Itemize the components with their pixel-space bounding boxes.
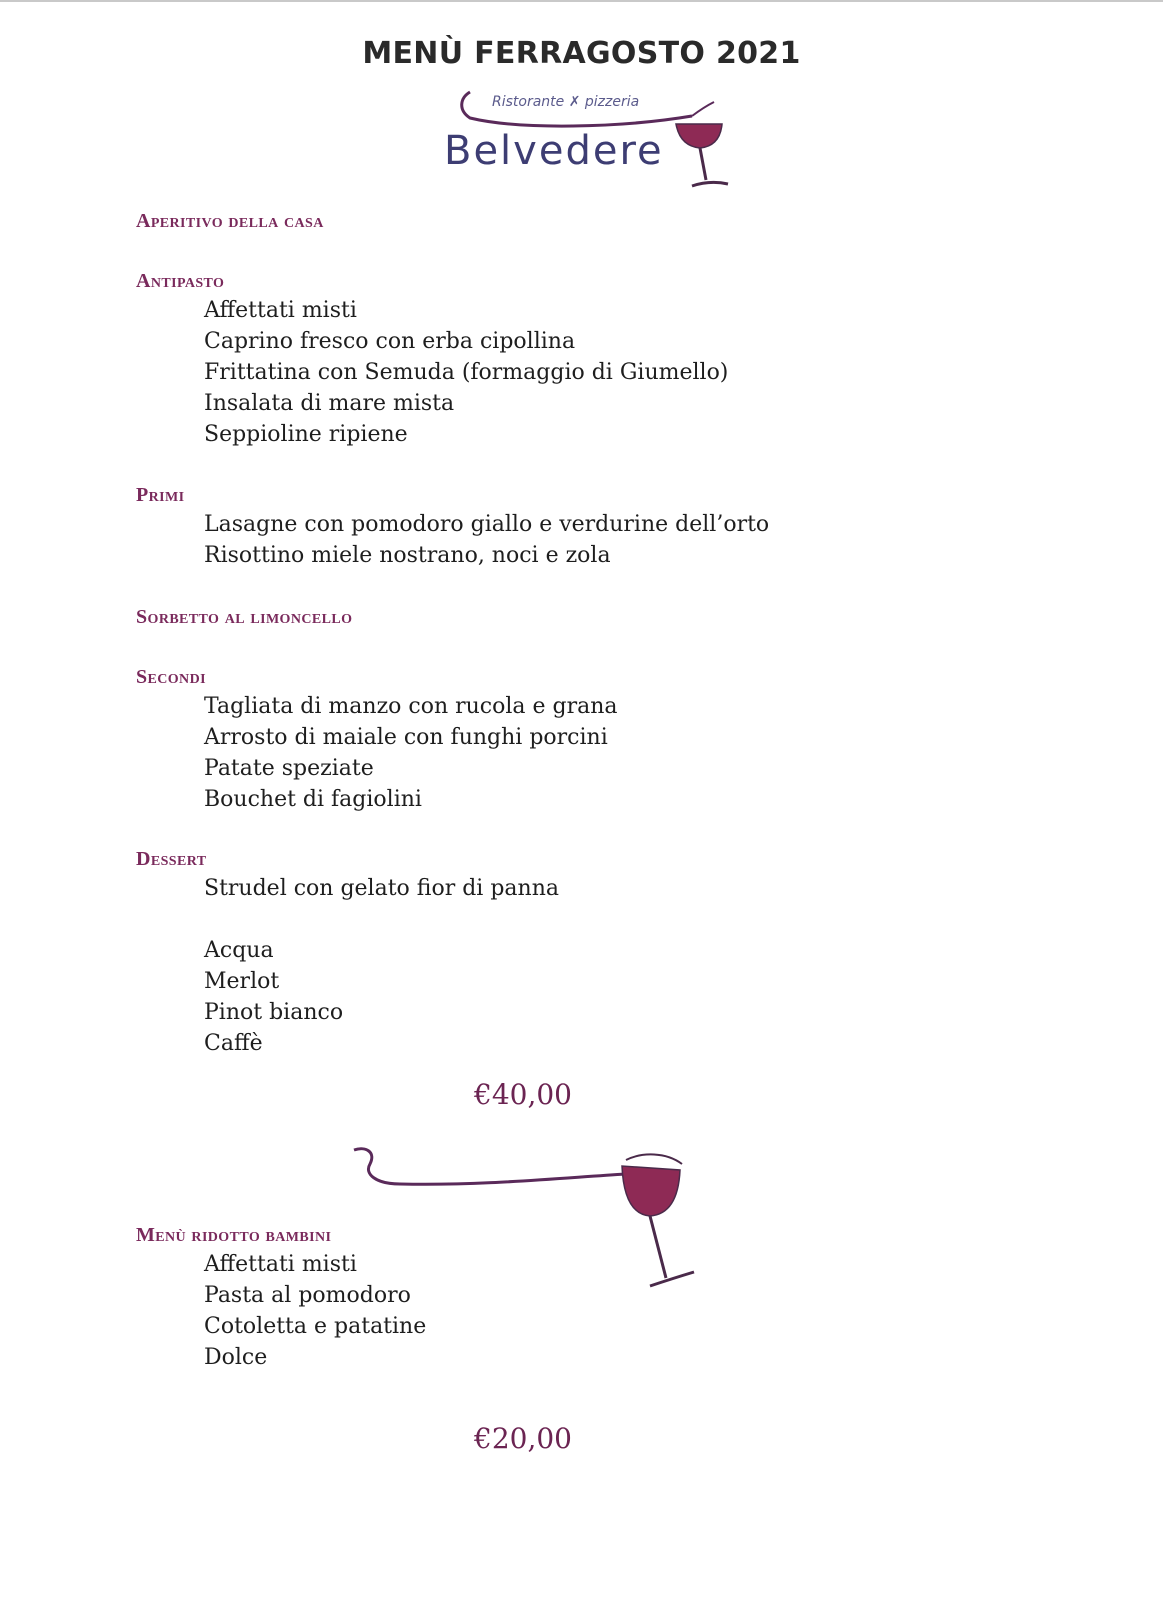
primi-item: Risottino miele nostrano, noci e zola [204, 543, 611, 568]
secondi-item: Tagliata di manzo con rucola e grana [204, 694, 618, 719]
antipasto-item: Frittatina con Semuda (formaggio di Giumello) [204, 360, 729, 385]
primi-item: Lasagne con pomodoro giallo e verdurine dell’orto [204, 512, 770, 537]
antipasto-item: Insalata di mare mista [204, 391, 455, 416]
drink-item: Caffè [204, 1031, 263, 1056]
drink-item: Pinot bianco [204, 1000, 344, 1025]
restaurant-logo [430, 84, 760, 204]
drink-item: Merlot [204, 969, 280, 994]
antipasto-item: Seppioline ripiene [204, 422, 408, 447]
section-primi: Primi [136, 484, 185, 506]
secondi-item: Bouchet di fagiolini [204, 787, 422, 812]
menu-title: MENÙ FERRAGOSTO 2021 [362, 36, 801, 71]
bambini-item: Pasta al pomodoro [204, 1283, 411, 1308]
section-antipasto: Antipasto [136, 270, 225, 292]
bambini-item: Cotoletta e patatine [204, 1314, 427, 1339]
scan-edge [0, 0, 1163, 6]
secondi-item: Patate speziate [204, 756, 374, 781]
price-kids: €20,00 [474, 1422, 572, 1455]
antipasto-item: Caprino fresco con erba cipollina [204, 329, 576, 354]
dessert-item: Strudel con gelato fior di panna [204, 876, 559, 901]
logo-name: Belvedere [444, 128, 664, 174]
section-aperitivo: Aperitivo della casa [136, 210, 324, 232]
section-bambini: Menù ridotto bambini [136, 1224, 332, 1246]
antipasto-item: Affettati misti [204, 298, 357, 323]
section-sorbetto: Sorbetto al limoncello [136, 606, 353, 628]
section-secondi: Secondi [136, 666, 206, 688]
price-main: €40,00 [474, 1078, 572, 1111]
logo-subtitle: Ristorante ✗ pizzeria [492, 94, 640, 110]
section-dessert: Dessert [136, 848, 207, 870]
secondi-item: Arrosto di maiale con funghi porcini [204, 725, 608, 750]
bambini-item: Dolce [204, 1345, 268, 1370]
bambini-item: Affettati misti [204, 1252, 357, 1277]
drink-item: Acqua [204, 938, 274, 963]
